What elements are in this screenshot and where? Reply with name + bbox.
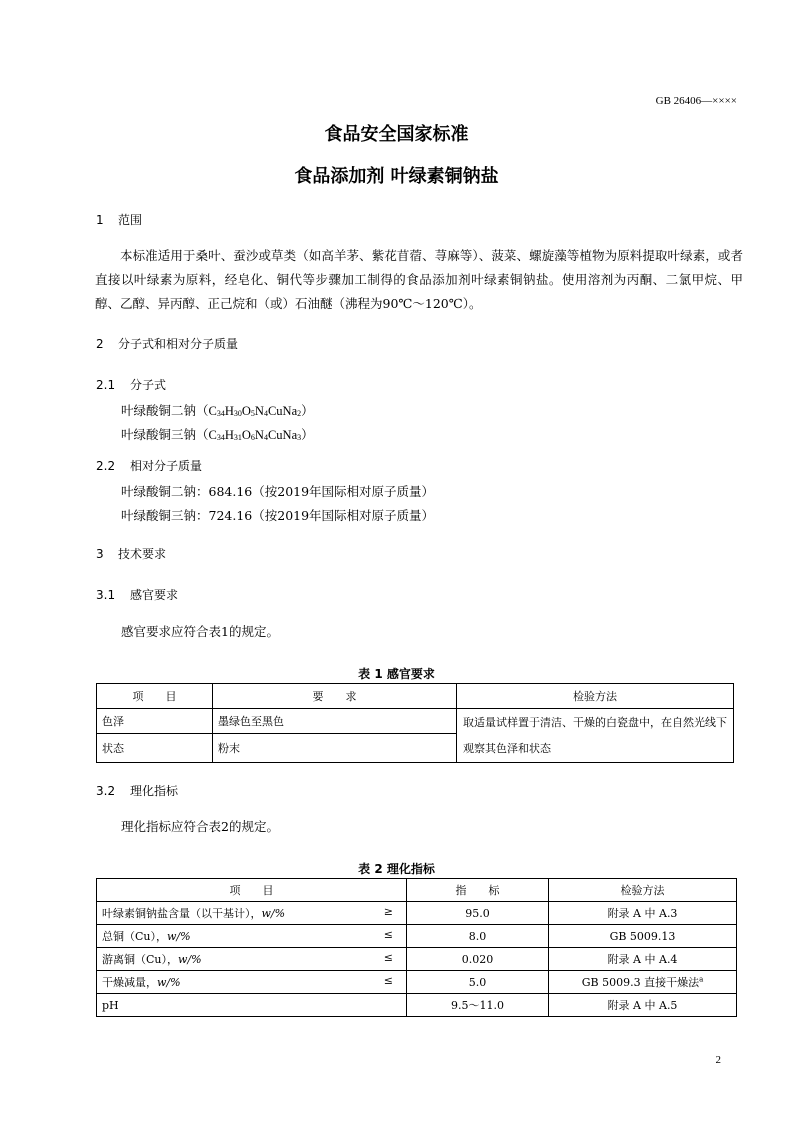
molecular-mass-disodium: 叶绿酸铜二钠：684.16（按2019年国际相对原子质量） bbox=[121, 484, 435, 499]
header-indicator: 指 标 bbox=[407, 879, 549, 902]
section-3-1-heading bbox=[96, 586, 178, 603]
table-row bbox=[97, 948, 737, 971]
method-cell: 附录 A 中 A.3 bbox=[549, 902, 737, 925]
formula-disodium: 叶绿酸铜二钠$(C_{34}H_{30}O_5N_4CuNa_2)$ bbox=[121, 403, 314, 418]
table-row bbox=[97, 709, 734, 734]
item-cell: 色泽 bbox=[97, 709, 213, 734]
comparison-operator: ≥ bbox=[383, 905, 393, 918]
section-2-2-heading bbox=[96, 457, 202, 474]
section-title: 理化指标 bbox=[130, 784, 179, 798]
section-1-heading bbox=[96, 211, 142, 228]
method-cell: 取适量试样置于清洁、干燥的白瓷盘中，在自然光线下观察其色泽和状态 bbox=[457, 709, 734, 763]
header-method: 检验方法 bbox=[549, 879, 737, 902]
item-cell: 总铜（Cu），w/% ≤ bbox=[97, 925, 407, 948]
scope-paragraph: 本标准适用于桑叶、蚕沙或草类（如高羊茅、紫花苜蓿、荨麻等）、菠菜、螺旋藻等植物为原料提取叶绿素，或者直接以叶绿素为原料，经皂化、铜代等步骤加工制得的食品添加剂叶绿素铜钠盐。使用溶剂为丙酮、二氯甲烷、甲醇、乙醇、异丙醇、正己烷和（或）石油醚（沸程为90℃～120℃）。 bbox=[95, 248, 743, 311]
physicochemical-indicators-table bbox=[96, 878, 737, 1017]
item-cell: 状态 bbox=[97, 734, 213, 763]
section-number: 3.1 bbox=[96, 588, 116, 602]
sensory-requirements-table bbox=[96, 683, 734, 763]
item-cell: 叶绿素铜钠盐含量（以干基计），w/% ≥ bbox=[97, 902, 407, 925]
comparison-operator: ≤ bbox=[383, 928, 393, 941]
formula-trisodium: 叶绿酸铜三钠$(C_{34}H_{31}O_6N_4CuNa_3)$ bbox=[121, 427, 314, 442]
method-cell: GB 5009.3 直接干燥法$^a$ bbox=[549, 971, 737, 994]
table-header-row bbox=[97, 879, 737, 902]
section-3-2-heading bbox=[96, 782, 178, 799]
table-1-caption: 表 1 感官要求 bbox=[358, 667, 435, 681]
section-number: 1 bbox=[96, 213, 104, 227]
section-title: 相对分子质量 bbox=[130, 459, 203, 473]
table-row bbox=[97, 994, 737, 1017]
standard-number: GB 26406—×××× bbox=[655, 95, 737, 107]
section-number: 2.1 bbox=[96, 378, 116, 392]
table-row bbox=[97, 925, 737, 948]
method-cell: 附录 A 中 A.5 bbox=[549, 994, 737, 1017]
section-2-heading bbox=[96, 335, 238, 352]
table-row bbox=[97, 902, 737, 925]
section-2-1-heading bbox=[96, 376, 166, 393]
table-row bbox=[97, 971, 737, 994]
physicochemical-intro: 理化指标应符合表2的规定。 bbox=[121, 819, 279, 834]
value-cell: 8.0 bbox=[407, 925, 549, 948]
section-title: 分子式 bbox=[130, 378, 167, 392]
comparison-operator: ≤ bbox=[383, 974, 393, 987]
table-2-caption: 表 2 理化指标 bbox=[358, 862, 435, 876]
section-title: 感官要求 bbox=[130, 588, 179, 602]
page-number: 2 bbox=[715, 1054, 721, 1066]
footnote-marker: a bbox=[699, 975, 704, 984]
section-number: 2 bbox=[96, 337, 104, 351]
requirement-cell: 粉末 bbox=[213, 734, 457, 763]
document-title: 食品安全国家标准 bbox=[324, 124, 469, 145]
document-subtitle: 食品添加剂 叶绿素铜钠盐 bbox=[294, 166, 499, 187]
item-cell: pH bbox=[97, 994, 407, 1017]
section-number: 2.2 bbox=[96, 459, 116, 473]
section-title: 技术要求 bbox=[118, 547, 167, 561]
requirement-cell: 墨绿色至黑色 bbox=[213, 709, 457, 734]
molecular-mass-trisodium: 叶绿酸铜三钠：724.16（按2019年国际相对原子质量） bbox=[121, 508, 435, 523]
header-method: 检验方法 bbox=[457, 684, 734, 709]
section-number: 3 bbox=[96, 547, 104, 561]
header-requirement: 要 求 bbox=[213, 684, 457, 709]
value-cell: 0.020 bbox=[407, 948, 549, 971]
comparison-operator: ≤ bbox=[383, 951, 393, 964]
value-cell: 95.0 bbox=[407, 902, 549, 925]
section-3-heading bbox=[96, 545, 166, 562]
value-cell: 5.0 bbox=[407, 971, 549, 994]
value-cell: 9.5～11.0 bbox=[407, 994, 549, 1017]
section-title: 分子式和相对分子质量 bbox=[118, 337, 239, 351]
method-cell: 附录 A 中 A.4 bbox=[549, 948, 737, 971]
item-cell: 干燥减量，w/% ≤ bbox=[97, 971, 407, 994]
section-number: 3.2 bbox=[96, 784, 116, 798]
header-item: 项 目 bbox=[97, 684, 213, 709]
section-title: 范围 bbox=[118, 213, 143, 227]
table-header-row bbox=[97, 684, 734, 709]
header-item: 项 目 bbox=[97, 879, 407, 902]
method-cell: GB 5009.13 bbox=[549, 925, 737, 948]
item-cell: 游离铜（Cu），w/% ≤ bbox=[97, 948, 407, 971]
sensory-intro: 感官要求应符合表1的规定。 bbox=[121, 624, 279, 639]
